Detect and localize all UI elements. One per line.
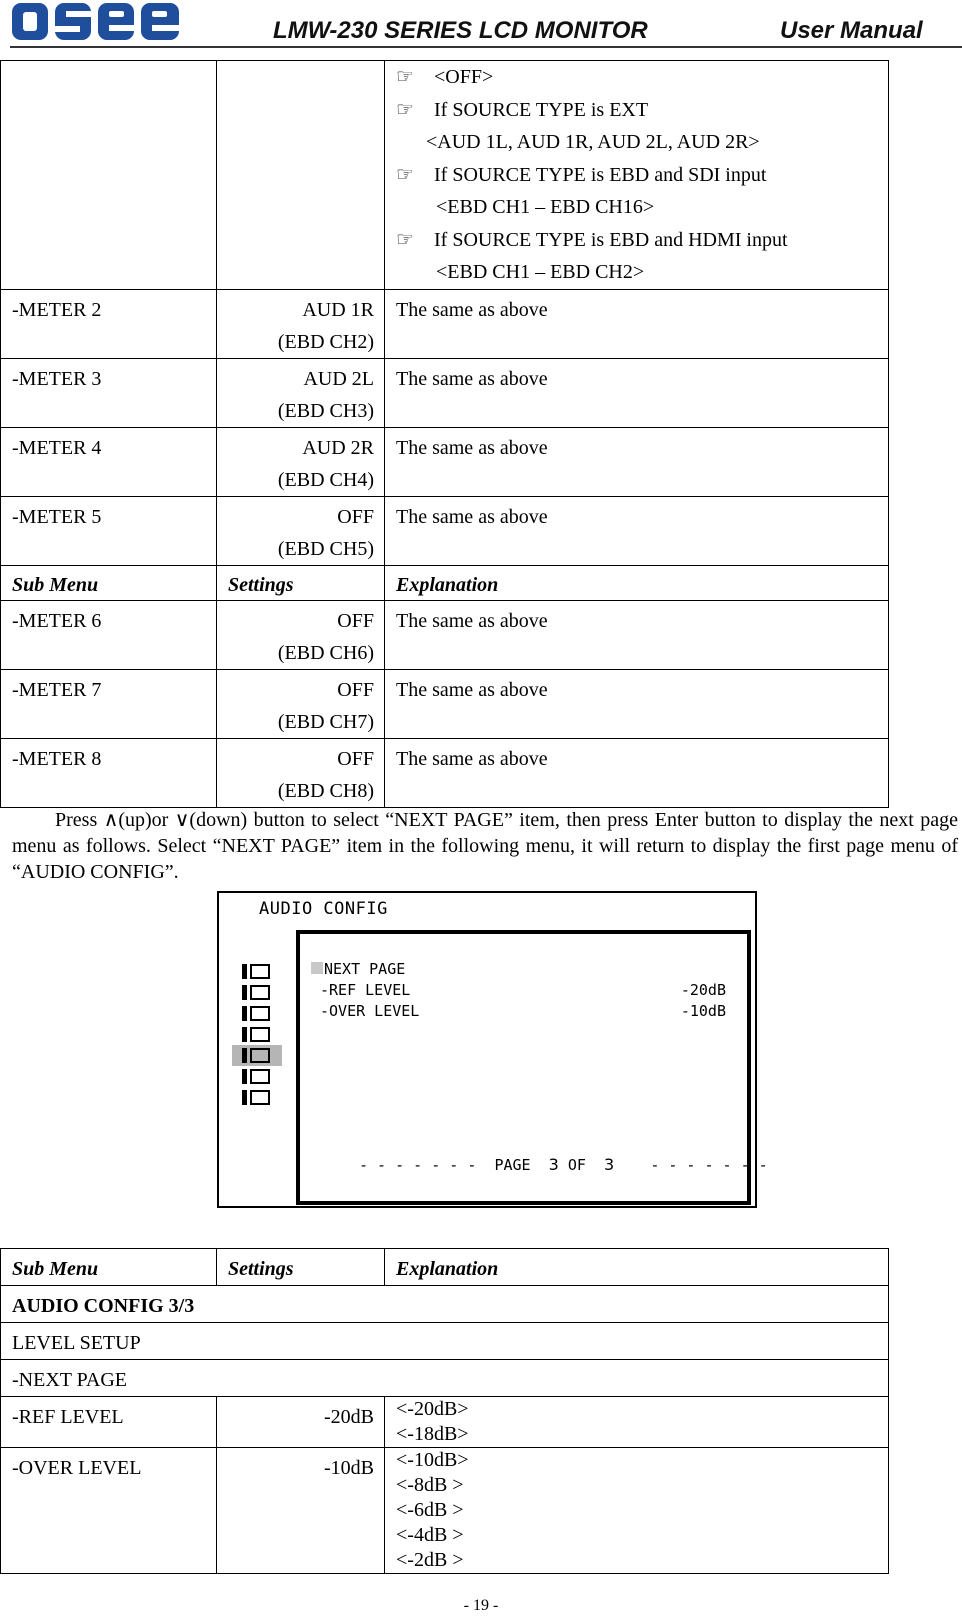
- table-row: [1, 427, 889, 496]
- explanation-header: Explanation: [385, 1249, 889, 1286]
- explanation-cell: The same as above: [385, 600, 889, 669]
- table-row: [1, 669, 889, 738]
- settings-cell: -10dB: [217, 1448, 385, 1574]
- sub-menu-cell: -METER 3: [1, 358, 217, 427]
- audio-config-table: [0, 1248, 889, 1574]
- pointing-hand-icon: ☞: [396, 98, 414, 121]
- table-row: [1, 358, 889, 427]
- table-row: [1, 1397, 889, 1448]
- osd-menu-panel: [296, 930, 768, 1205]
- option-line: ☞ <OFF>: [396, 61, 878, 94]
- option-line: <AUD 1L, AUD 1R, AUD 2L, AUD 2R>: [426, 131, 760, 153]
- meter-settings-table: [0, 60, 889, 808]
- explanation-cell: The same as above: [385, 669, 889, 738]
- table-row: [1, 738, 889, 807]
- toolbox-icon: [234, 1066, 284, 1087]
- paragraph-text: Press ∧(up)or ∨(down) button to select “NEXT PAGE” item, then press Enter button to display the next page menu as follows. Select “NEXT PAGE” item in the following menu, it will return to display the first page menu of “AUDIO CONFIG”.: [12, 809, 958, 883]
- sub-menu-cell: [1, 61, 217, 290]
- table-row: [1, 600, 889, 669]
- option-line: <EBD CH1 – EBD CH2>: [436, 261, 645, 283]
- sub-menu-header: Sub Menu: [1, 565, 217, 600]
- osd-page-indicator: - - - - - - - PAGE 3 OF 3 - - - - - - -: [359, 1155, 768, 1174]
- explanation-cell: [385, 61, 889, 290]
- osd-over-level-item: -OVER LEVEL -10dB: [320, 1002, 726, 1020]
- settings-cell: AUD 2L (EBD CH3): [217, 358, 385, 427]
- display-icon: [234, 1003, 284, 1024]
- sub-menu-cell: -REF LEVEL: [1, 1397, 217, 1448]
- sub-menu-cell: -OVER LEVEL: [1, 1448, 217, 1574]
- explanation-cell: <-10dB> <-8dB > <-6dB > <-4dB > <-2dB >: [385, 1448, 889, 1574]
- explanation-cell: <-20dB> <-18dB>: [385, 1397, 889, 1448]
- settings-header: Settings: [217, 1249, 385, 1286]
- table-row: [1, 61, 889, 290]
- page-header: [10, 0, 962, 50]
- osd-next-page-item: NEXT PAGE: [311, 959, 736, 980]
- pointing-hand-icon: ☞: [396, 228, 414, 251]
- osd-menu-list: [311, 959, 736, 1022]
- dots-icon: [234, 982, 284, 1003]
- settings-cell: OFF (EBD CH8): [217, 738, 385, 807]
- table-row: [1, 1448, 889, 1574]
- osd-icon-column: [234, 961, 284, 1108]
- osd-title: AUDIO CONFIG: [259, 899, 388, 919]
- person-icon: [234, 1024, 284, 1045]
- page-number: - 19 -: [463, 1597, 499, 1614]
- explanation-cell: The same as above: [385, 358, 889, 427]
- pointing-hand-icon: ☞: [396, 163, 414, 186]
- settings-cell: OFF (EBD CH5): [217, 496, 385, 565]
- explanation-cell: The same as above: [385, 738, 889, 807]
- instruction-paragraph: [12, 807, 958, 885]
- settings-cell: [217, 61, 385, 290]
- option-line: ☞ If SOURCE TYPE is EXT: [396, 94, 878, 127]
- option-line: ☞ If SOURCE TYPE is EBD and HDMI input: [396, 224, 878, 257]
- settings-cell: OFF (EBD CH7): [217, 669, 385, 738]
- explanation-cell: The same as above: [385, 427, 889, 496]
- option-line: ☞ If SOURCE TYPE is EBD and SDI input: [396, 159, 878, 192]
- group-title: LEVEL SETUP: [1, 1323, 889, 1360]
- minus-icon: [234, 1087, 284, 1108]
- settings-cell: OFF (EBD CH6): [217, 600, 385, 669]
- explanation-cell: The same as above: [385, 289, 889, 358]
- osee-logo: [10, 0, 182, 42]
- group-row: [1, 1323, 889, 1360]
- sub-menu-cell: -METER 2: [1, 289, 217, 358]
- osd-menu-screenshot: [217, 891, 768, 1208]
- explanation-header: Explanation: [385, 565, 889, 600]
- table-row: [1, 289, 889, 358]
- osd-ref-level-item: -REF LEVEL -20dB: [320, 981, 726, 999]
- settings-cell: AUD 1R (EBD CH2): [217, 289, 385, 358]
- section-row: [1, 1286, 889, 1323]
- sub-menu-cell: -METER 5: [1, 496, 217, 565]
- option-line: <EBD CH1 – EBD CH16>: [436, 196, 655, 218]
- speaker-icon: [232, 1045, 282, 1066]
- menu-list-icon: [234, 961, 284, 982]
- explanation-cell: The same as above: [385, 496, 889, 565]
- table-row: [1, 496, 889, 565]
- sub-menu-header: Sub Menu: [1, 1249, 217, 1286]
- sub-menu-cell: -METER 7: [1, 669, 217, 738]
- section-title: AUDIO CONFIG 3/3: [1, 1286, 889, 1323]
- table-header-row: [1, 1249, 889, 1286]
- sub-menu-cell: -NEXT PAGE: [1, 1360, 889, 1397]
- manual-label: User Manual: [780, 17, 923, 44]
- document-title: LMW-230 SERIES LCD MONITOR: [273, 17, 648, 44]
- settings-header: Settings: [217, 565, 385, 600]
- header-rule: [10, 46, 962, 48]
- settings-cell: -20dB: [217, 1397, 385, 1448]
- table-header-row: [1, 565, 889, 600]
- pointing-hand-icon: ☞: [396, 66, 414, 88]
- sub-menu-cell: -METER 6: [1, 600, 217, 669]
- settings-cell: AUD 2R (EBD CH4): [217, 427, 385, 496]
- sub-menu-cell: -METER 4: [1, 427, 217, 496]
- table-row: [1, 1360, 889, 1397]
- sub-menu-cell: -METER 8: [1, 738, 217, 807]
- selection-highlight: [311, 962, 323, 974]
